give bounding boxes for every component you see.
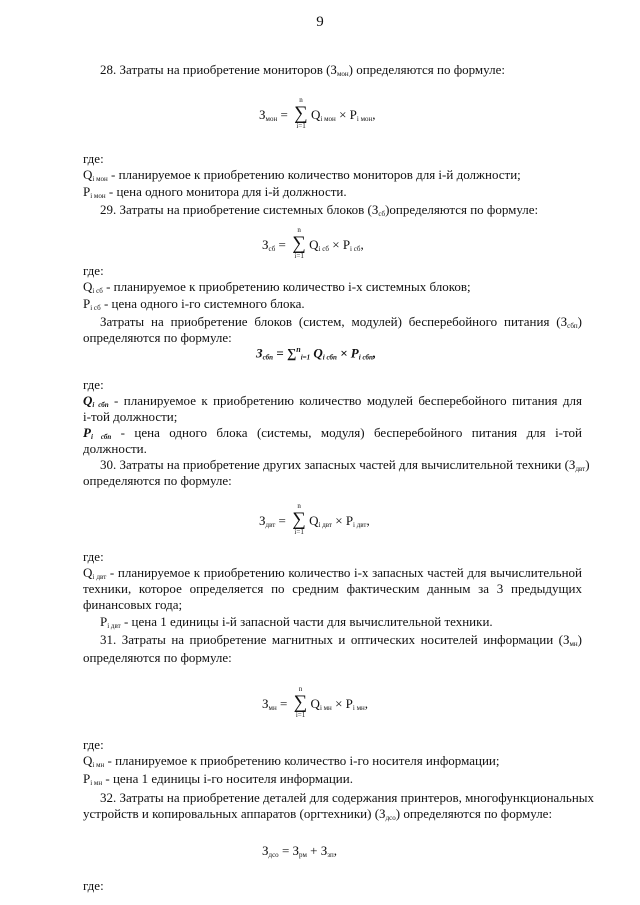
sbp-def-q: $Q_{i сбп}$ - планируемое к приобретению количество модулей бесперебойного питания для [83,393,582,409]
s31-formula: $З_{мн}$ = n ∑ i=1 $Q_{i мн} \times P_{i мн}$, [262,685,369,719]
sum-symbol: n ∑ i=1 [294,96,308,130]
s30-def-p: $P_{i двт}$ - цена 1 единицы i-й запасной части для вычислительной техники. [100,614,493,630]
s29-intro: 29. Затраты на приобретение системных блоков $(З_{сб})определяются$ по формуле: [100,202,539,218]
s28-def-p: $P_{i мон}$ - цена одного монитора для i-й должности. [83,184,347,200]
sum-symbol: n ∑ i=1 [292,226,306,260]
s32-intro-line2: устройств и копировальных аппаратов (оргтехники) $(З_{дсо})$ определяются по формуле: [83,806,553,822]
sum-symbol: ∑ [286,345,297,361]
s29-formula: $З_{сб}$ = n ∑ i=1 $Q_{i сб} \times P_{i сб}$, [262,226,364,260]
s30-def-q-cont1: техники, которое определяется по средним фактическим данным за 3 предыдущих [83,581,582,596]
sum-symbol: n ∑ i=1 [293,685,308,719]
s30-def-q-cont2: финансовых года; [83,597,183,612]
s31-def-q: $Q_{i мн}$ - планируемое к приобретению количество i-го носителя информации; [83,753,500,769]
s28-intro: 28. Затраты на приобретение мониторов $(З_{мон})$ определяются по формуле: [100,62,505,78]
s31-intro-line1: 31. Затраты на приобретение магнитных и оптических носителей информации $(З_{мн})$ [100,632,582,648]
s29-def-q: $Q_{i сб}$ - планируемое к приобретению количество i-х системных блоков; [83,279,471,295]
s30-def-q: $Q_{i двт}$ - планируемое к приобретению количество i-х запасных частей для вычислительной [83,565,582,581]
s28-formula: $З_{мон}$ = n ∑ i=1 $Q_{i мон} \times P_{i мон}$, [259,96,376,130]
sbp-formula: $З_{сбп} = \sum^n_{i=1}$ $Q_{i сбп} \times P_{i сбп}$, [256,345,377,362]
s28-def-q: $Q_{i мон}$ - планируемое к приобретению количество мониторов для i-й должности; [83,167,521,183]
sbp-def-q-cont: i-той должности; [83,409,178,424]
sbp-intro-line2: определяются по формуле: [83,330,232,345]
s30-formula: $З_{двт}$ = n ∑ i=1 $Q_{i двт} \times P_{i двт}$, [259,502,370,536]
s32-intro-line1: 32. Затраты на приобретение деталей для содержания принтеров, многофункциональных [100,790,595,805]
s28-where: где: [83,151,104,166]
s30-intro-line1: 30. Затраты на приобретение других запасных частей для вычислительной техники $(З_{двт})$ [100,457,590,473]
page-number: 9 [316,14,324,30]
s32-where: где: [83,878,104,893]
s30-intro-line2: определяются по формуле: [83,473,232,488]
sbp-def-p: $P_{i сбп}$ - цена одного блока (системы, модуля) бесперебойного питания для i-той [83,425,582,441]
sbp-def-p-cont: должности. [83,441,147,456]
s31-def-p: $P_{i мн}$ - цена 1 единицы i-го носителя информации. [83,771,353,787]
s29-where: где: [83,263,104,278]
s30-where: где: [83,549,104,564]
sum-symbol: n ∑ i=1 [292,502,306,536]
s29-def-p: $P_{i сб}$ - цена одного i-го системного блока. [83,296,305,312]
sbp-intro-line1: Затраты на приобретение блоков (систем, модулей) бесперебойного питания $(З_{сбп})$ [100,314,582,330]
s32-formula: $З_{дсо} = З_{рм} + З_{зп}$, [262,843,337,859]
s31-where: где: [83,737,104,752]
sbp-where: где: [83,377,104,392]
s31-intro-line2: определяются по формуле: [83,650,232,665]
